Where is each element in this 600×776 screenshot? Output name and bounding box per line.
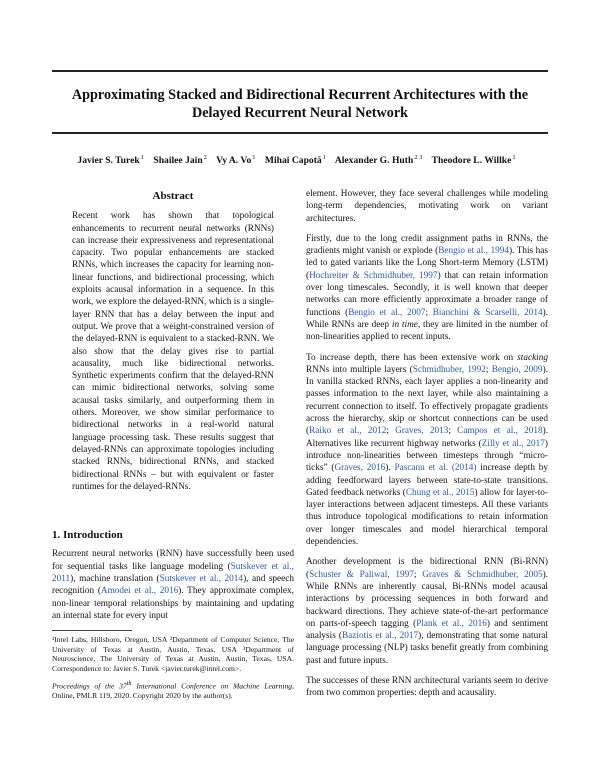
citation-link[interactable]: Zilly et al., 2017 bbox=[481, 438, 545, 449]
citation-link[interactable]: Plank et al., 2016 bbox=[416, 618, 487, 629]
citation-link[interactable]: Graves, 2013 bbox=[395, 426, 449, 437]
citation-link[interactable]: Schuster & Paliwal, 1997 bbox=[309, 569, 414, 580]
author: Theodore L. Willke bbox=[431, 155, 512, 167]
abstract-heading: Abstract bbox=[152, 190, 194, 202]
proceedings-footnote: Proceedings of the 37th International Conference on Machine Learning, Online, PMLR 119, 2020. Copyright 2020 by the author(s). bbox=[52, 679, 294, 700]
left-column bbox=[52, 190, 294, 705]
citation-link[interactable]: Bianchini & Scarselli, 2014 bbox=[432, 307, 543, 318]
paragraph: element. However, they face several challenges while modeling long-term dependencies, motivating work on variant architectures. bbox=[306, 189, 548, 224]
section-heading-introduction: 1. Introduction bbox=[52, 529, 123, 542]
paper-title: Approximating Stacked and Bidirectional Recurrent Architectures with the Delayed Recurrent Neural Network bbox=[71, 87, 529, 121]
right-column bbox=[306, 188, 548, 708]
footnotes bbox=[52, 635, 294, 700]
citation-link[interactable]: Sutskever et al., 2014 bbox=[159, 574, 244, 585]
footnote-separator bbox=[52, 630, 132, 631]
citation-link[interactable]: Sutskever et al., 2011 bbox=[52, 561, 294, 585]
citation-link[interactable]: Campos et al., 2018 bbox=[457, 426, 543, 437]
citation-link[interactable]: Amodei et al., 2016 bbox=[100, 586, 179, 597]
affiliation-footnote: ¹Intel Labs, Hillsboro, Oregon, USA ²Department of Computer Science, The University of Texas at Austin, Austin, Texas, USA ³Department of Neuroscience, The University of Texas at Austin, Austin, Texas, USA. Correspondence to: Javier S. Turek <javier.turek@intel.com>. bbox=[52, 635, 294, 673]
paragraph: To increase depth, there has been extensive work on stacking RNNs into multiple layers (Schmidhuber, 1992; Bengio, 2009). In vanilla stacked RNNs, each layer applies a non-linearity and passes information to the next layer, while also maintaining a recurrent connection to itself. To effectively propagate gradients across the hierarchy, skip or shortcut connections can be used (Raiko et al., 2012; Graves, 2013; Campos et al., 2018). Alternatives like recurrent highway networks (Zilly et al., 2017) introduce non-linearities between timesteps through “micro-ticks” (Graves, 2016). Pascanu et al. (2014) increase depth by adding feedforward layers between state-to-state transitions. Gated feedback networks (Chung et al., 2015) allow for layer-to-layer interactions between adjacent timesteps. All these variants thus introduce topological modifications to retain information over longer timescales and model hierarchical temporal dependencies. bbox=[306, 352, 549, 548]
citation-link[interactable]: Baziotis et al., 2017 bbox=[342, 631, 419, 642]
citation-link[interactable]: Schmidhuber, 1992 bbox=[412, 364, 486, 375]
author: Javier S. Turek bbox=[77, 155, 140, 167]
top-rule bbox=[52, 70, 548, 72]
paragraph: The successes of these RNN architectural variants seem to derive from two common properties: depth and acausality. bbox=[306, 675, 548, 699]
author: Shailee Jain bbox=[153, 155, 203, 167]
author: Mihai Capotă bbox=[264, 155, 322, 167]
abstract bbox=[52, 210, 294, 493]
citation-link[interactable]: Bengio, 2009 bbox=[491, 364, 543, 375]
citation-link[interactable]: Bengio et al., 1994 bbox=[438, 246, 509, 257]
author: Alexander G. Huth bbox=[334, 155, 414, 167]
citation-link[interactable]: Hochreiter & Schmidhuber, 1997 bbox=[309, 270, 438, 281]
citation-link[interactable]: Bengio et al., 2007 bbox=[348, 307, 426, 318]
intro-paragraph: Recurrent neural networks (RNN) have successfully been used for sequential tasks like language modeling (Sutskever et al., 2011), machine translation (Sutskever et al., 2014), and speech recognition (Amodei et al., 2016). They approximate complex, non-linear temporal relationships by maintaining and updating an internal state for every input bbox=[52, 549, 294, 621]
author: Vy A. Vo bbox=[216, 155, 252, 167]
citation-link[interactable]: Chung et al., 2015 bbox=[405, 487, 475, 498]
citation-link[interactable]: Graves, 2016 bbox=[334, 463, 386, 474]
abstract-text: Recent work has shown that topological enhancements to recurrent neural networks (RNNs) can increase their expressiveness and representational capacity. Two popular enhancements are stacked RNNs, which increases the capacity for learning non-linear functions, and bidirectional processing, which exploits acausal information in a sequence. In this work, we explore the delayed-RNN, which is a single-layer RNN that has a delay between the input and output. We prove that a weight-constrained version of the delayed-RNN is equivalent to a stacked-RNN. We also show that the delay gives rise to partial acausality, much like bidirectional networks. Synthetic experiments confirm that the delayed-RNN can mimic bidirectional networks, solving some acausal tasks similarly, and outperforming them in others. Moreover, we show similar performance to bidirectional networks in a real-world natural language processing task. These results suggest that delayed-RNNs can approximate topologies including stacked RNNs, bidirectional RNNs, and stacked bidirectional RNNs – but with equivalent or faster runtimes for the delayed-RNNs. bbox=[72, 211, 274, 492]
citation-link[interactable]: Pascanu et al. (2014) bbox=[394, 463, 477, 474]
paragraph: Firstly, due to the long credit assignment paths in RNNs, the gradients might vanish or explode (Bengio et al., 1994). This has led to gated variants like the Long Short-term Memory (LSTM) (Hochreiter & Schmidhuber, 1997) that can retain information over long timescales. Secondly, it is well known that deeper networks can more efficiently approximate a broader range of functions (Bengio et al., 2007; Bianchini & Scarselli, 2014). While RNNs are deep in time, they are limited in the number of non-linearities applied to recent inputs. bbox=[306, 233, 549, 343]
paragraph: Another development is the bidirectional RNN (Bi-RNN) (Schuster & Paliwal, 1997; Graves & Schmidhuber, 2005). While RNNs are inherently causal, Bi-RNNs model acausal interactions by processing sequences in both forward and backward directions. They achieve state-of-the-art performance on parts-of-speech tagging (Plank et al., 2016) and sentiment analysis (Baziotis et al., 2017), demonstrating that some natural language processing (NLP) tasks benefit greatly from combining past and future inputs. bbox=[306, 557, 548, 666]
citation-link[interactable]: Raiko et al., 2012 bbox=[309, 426, 387, 437]
title-bottom-rule bbox=[52, 132, 548, 134]
citation-link[interactable]: Graves & Schmidhuber, 2005 bbox=[422, 569, 543, 580]
author-list: Javier S. Turek$^1$ Shailee Jain$^2$ Vy A. Vo$^1$ Mihai Capotă$^1$ Alexander G. Huth$^{2 3}$ Theodore L. Willke$^1$ bbox=[77, 154, 516, 167]
